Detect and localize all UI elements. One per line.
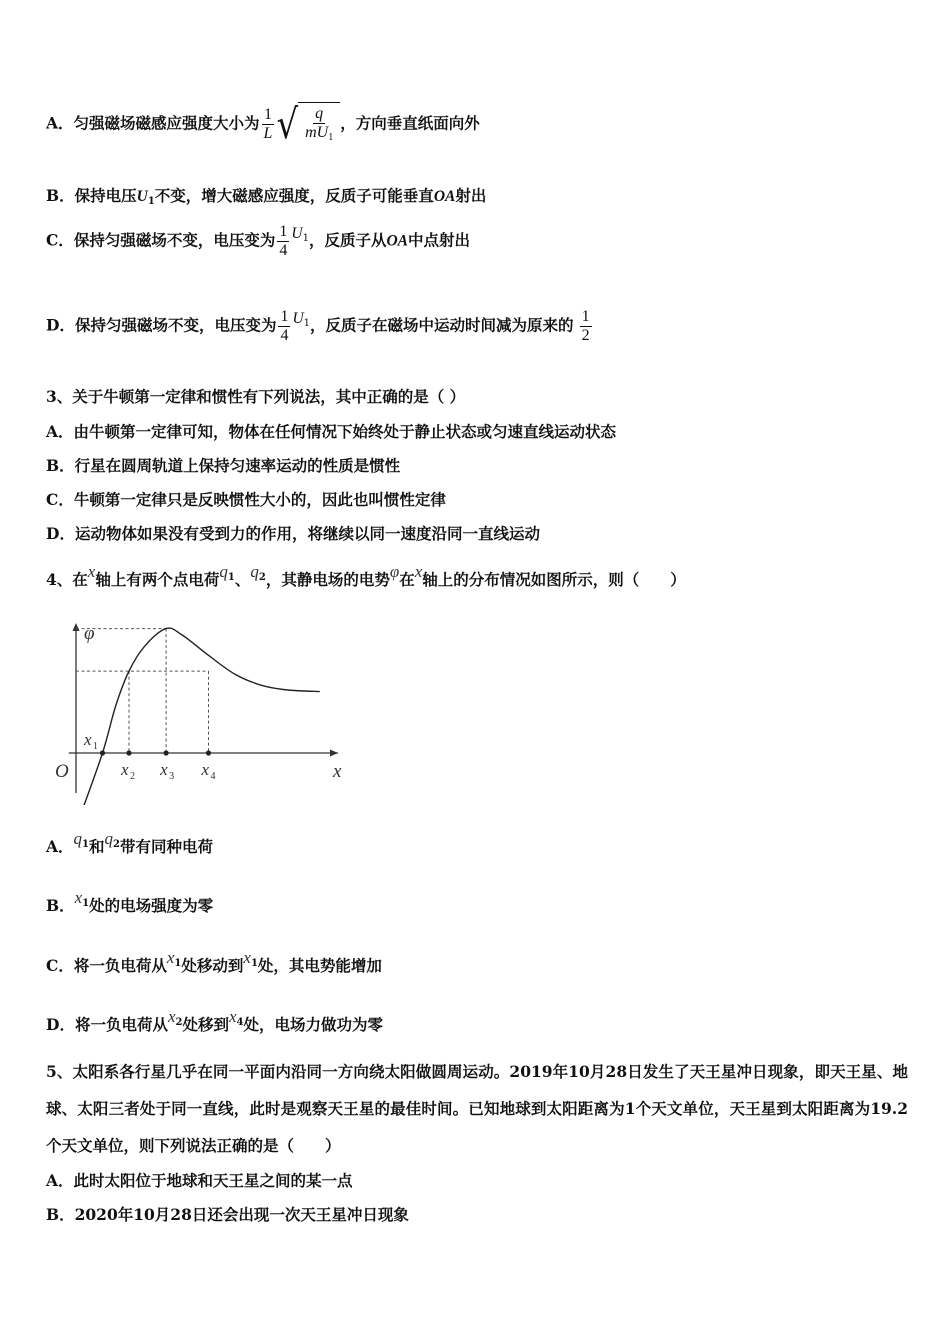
marker-x3 <box>164 750 169 755</box>
label-x2: x <box>121 760 129 779</box>
marker-x4 <box>206 750 211 755</box>
q3-option-d: D．运动物体如果没有受到力的作用，将继续以同一速度沿同一直线运动 <box>46 524 540 543</box>
label-x3: x <box>160 760 168 779</box>
q4-option-c: C．将一负电荷从$x_1$处移动到$x_1$处，其电势能增加 <box>46 948 382 975</box>
q2-option-a: A．匀强磁场磁感应强度大小为 $\frac{1}{L}$ √ $\frac{q}{mU_1}$ ，方向垂直纸面向外 <box>46 100 480 149</box>
q4-option-a: A．$q_1$和$q_2$带有同种电荷 <box>46 829 213 856</box>
sqrt-expression: √ $\frac{q}{mU_1}$ <box>276 102 340 147</box>
label-x1: x <box>84 730 92 749</box>
q2-option-c: C．保持匀强磁场不变，电压变为 $\frac{1}{4}$ $U_1$，反质子从OA中点射出 <box>46 223 471 259</box>
label-x4-sub: 4 <box>210 771 216 782</box>
q4-option-d: D．将一负电荷从$x_2$处移到$x_4$处，电场力做功为零 <box>46 1007 384 1034</box>
y-axis-label: φ <box>84 623 95 644</box>
q4-option-b: B．$x_1$处的电场强度为零 <box>46 888 214 915</box>
q3-option-b: B．行星在圆周轨道上保持匀速率运动的性质是惯性 <box>46 456 401 475</box>
q5-stem: 5、太阳系各行星几乎在同一平面内沿同一方向绕太阳做圆周运动。2019年10月28日发生了天王星冲日现象，即天王星、地球、太阳三者处于同一直线，此时是观察天王星的最佳时间。已知地球到太阳距离为1个天文单位，天王星到太阳距离为19.2个天文单位，则下列说法正确的是（ ） <box>46 1062 908 1155</box>
label-x3-sub: 3 <box>169 771 175 782</box>
q4-stem: 4、在x轴上有两个点电荷$q_1$、$q_2$，其静电场的电势φ在x轴上的分布情况如图所示，则（ ） <box>46 562 686 589</box>
q3-option-a: A．由牛顿第一定律可知，物体在任何情况下始终处于静止状态或匀速直线运动状态 <box>46 422 617 441</box>
x-axis-arrow <box>330 750 338 757</box>
origin-label: O <box>55 761 69 782</box>
x-axis-label: x <box>333 761 342 782</box>
fraction: $\frac{1}{L}$ <box>263 106 273 142</box>
label-x4: x <box>201 760 210 779</box>
label-x2-sub: 2 <box>130 771 135 782</box>
q3-option-c: C．牛顿第一定律只是反映惯性大小的，因此也叫惯性定律 <box>46 490 446 509</box>
q2-option-b: B．保持电压$U_1$不变，增大磁感应强度，反质子可能垂直OA射出 <box>46 186 487 207</box>
q2-option-d: D．保持匀强磁场不变，电压变为 $\frac{1}{4}$ $U_1$，反质子在磁场中运动时间减为原来的 $\frac{1}{2}$ <box>46 308 590 344</box>
q5-option-b: B．2020年10月28日还会出现一次天王星冲日现象 <box>46 1205 409 1224</box>
marker-x1 <box>100 750 105 755</box>
potential-chart <box>46 615 346 805</box>
label-x1-sub: 1 <box>93 741 98 752</box>
marker-x2 <box>126 750 131 755</box>
q3-stem: 3、关于牛顿第一定律和惯性有下列说法，其中正确的是（ ） <box>46 387 466 406</box>
y-axis-arrow <box>73 623 80 631</box>
q5-option-a: A．此时太阳位于地球和天王星之间的某一点 <box>46 1171 353 1190</box>
